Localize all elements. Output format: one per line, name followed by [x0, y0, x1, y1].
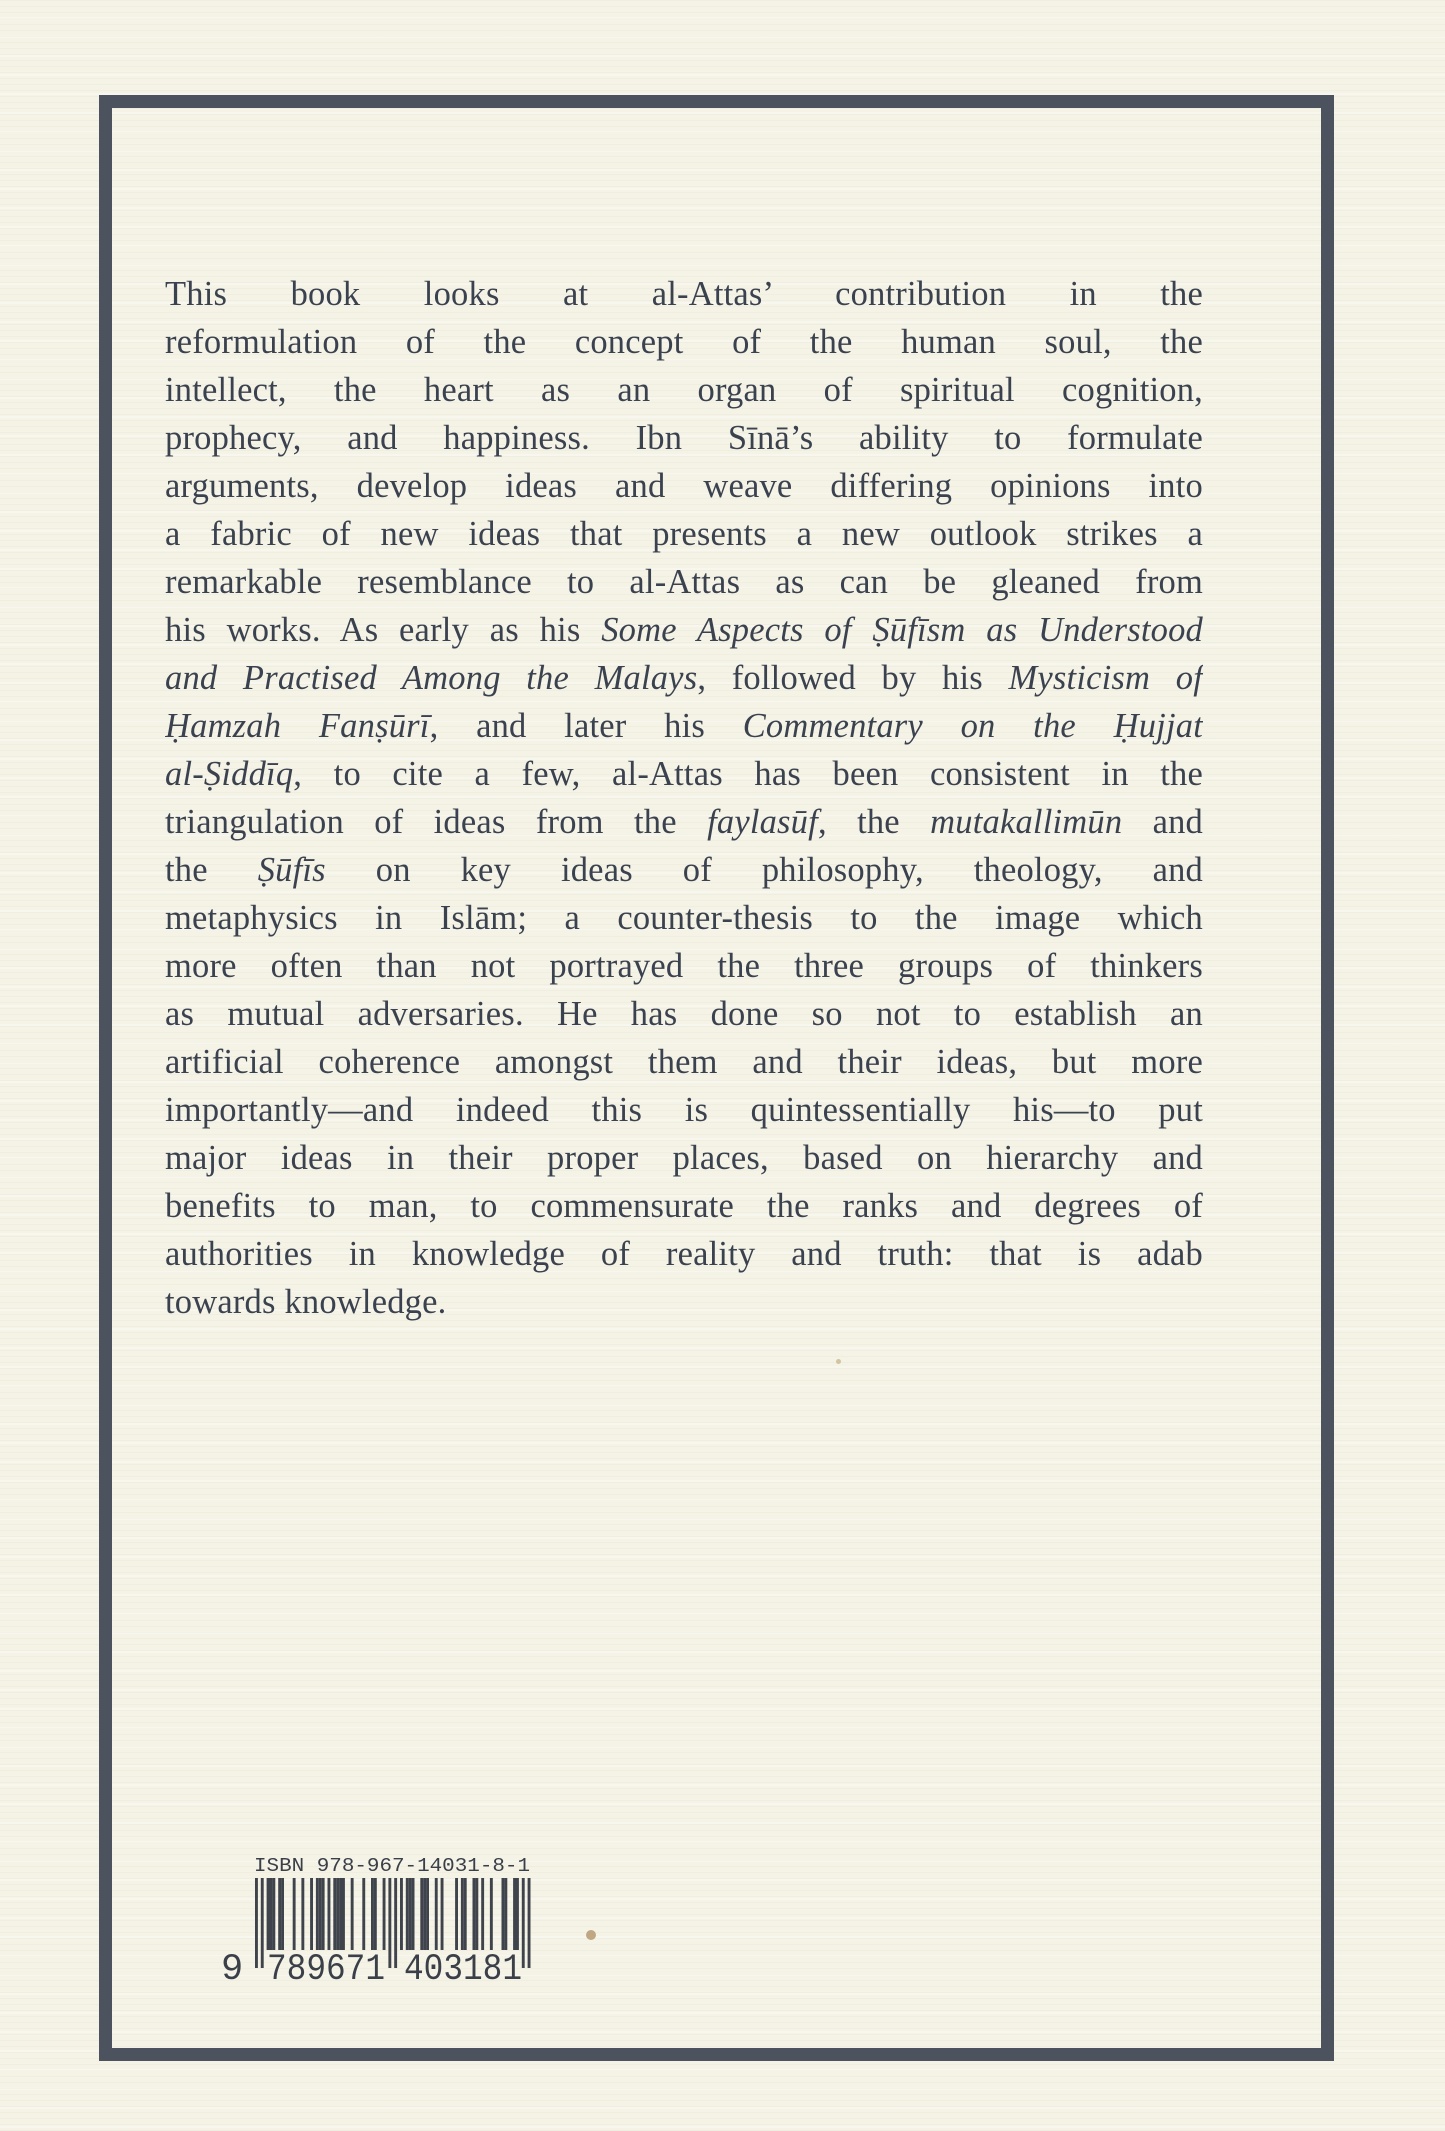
blurb-line: the Ṣūfīs on key ideas of philosophy, theology, and — [165, 851, 1203, 889]
border-frame — [99, 95, 1334, 2061]
blurb-line: his works. As early as his Some Aspects of Ṣūfīsm as Understood — [165, 611, 1203, 649]
blurb-line: remarkable resemblance to al-Attas as can be gleaned from — [165, 563, 1203, 601]
barcode-digits-group2: 403181 — [404, 1949, 522, 1991]
isbn-barcode-block — [195, 1853, 545, 1993]
blurb-line: arguments, develop ideas and weave differing opinions into — [165, 467, 1203, 505]
blurb-line: artificial coherence amongst them and their ideas, but more — [165, 1043, 1203, 1081]
blurb-line: more often than not portrayed the three groups of thinkers — [165, 947, 1203, 985]
blurb-line: prophecy, and happiness. Ibn Sīnā’s ability to formulate — [165, 419, 1203, 457]
paper-speck-small — [836, 1359, 841, 1364]
blurb-line: Ḥamzah Fanṣūrī, and later his Commentary on the Ḥujjat — [165, 707, 1203, 745]
barcode-digit-first: 9 — [221, 1949, 244, 1991]
barcode-digits-group1: 789671 — [267, 1949, 385, 1991]
blurb-line: intellect, the heart as an organ of spiritual cognition, — [165, 371, 1203, 409]
blurb-line: al-Ṣiddīq, to cite a few, al-Attas has been consistent in the — [165, 755, 1203, 793]
blurb-line: reformulation of the concept of the human soul, the — [165, 323, 1203, 361]
blurb-line: a fabric of new ideas that presents a new outlook strikes a — [165, 515, 1203, 553]
blurb-line: triangulation of ideas from the faylasūf, the mutakallimūn and — [165, 803, 1203, 841]
blurb-line: major ideas in their proper places, based on hierarchy and — [165, 1139, 1203, 1177]
ean13-barcode — [195, 1853, 545, 1993]
blurb-line: importantly—and indeed this is quintessentially his—to put — [165, 1091, 1203, 1129]
blurb-line: authorities in knowledge of reality and truth: that is adab — [165, 1235, 1203, 1273]
blurb-line: metaphysics in Islām; a counter-thesis to the image which — [165, 899, 1203, 937]
blurb-line: as mutual adversaries. He has done so not to establish an — [165, 995, 1203, 1033]
blurb-paragraph — [165, 270, 1203, 1326]
blurb-line: and Practised Among the Malays, followed by his Mysticism of — [165, 659, 1203, 697]
isbn-label: ISBN 978-967-14031-8-1 — [254, 1855, 530, 1877]
blurb-line: towards knowledge. — [165, 1283, 447, 1321]
blurb-line: benefits to man, to commensurate the ranks and degrees of — [165, 1187, 1203, 1225]
blurb-line: This book looks at al-Attas’ contribution in the — [165, 275, 1203, 313]
paper-speck — [586, 1930, 596, 1940]
